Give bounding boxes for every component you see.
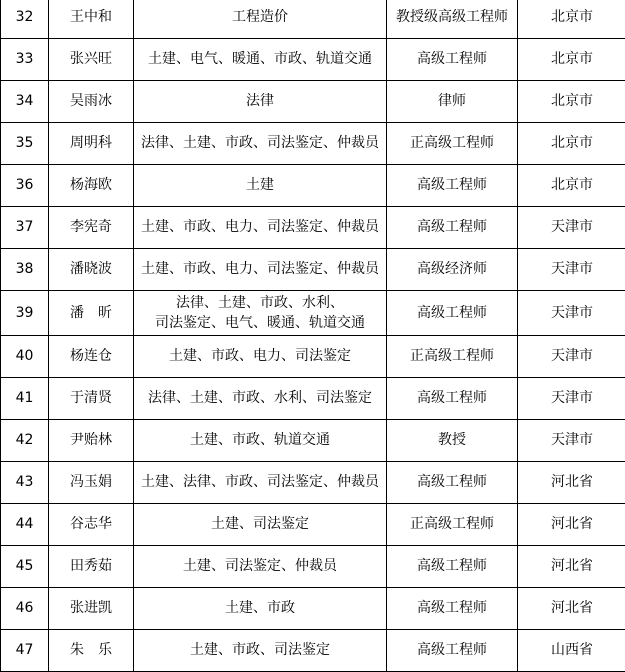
title-cell: 高级工程师 [387,378,518,420]
expert-name: 张兴旺 [49,39,134,81]
location-cell: 天津市 [518,378,625,420]
location-cell: 天津市 [518,249,625,291]
table-row [1,462,625,504]
expert-name: 李宪奇 [49,207,134,249]
title-cell: 高级工程师 [387,462,518,504]
row-number: 38 [1,249,49,291]
specialty-cell: 工程造价 [134,0,387,39]
table-row [1,207,625,249]
table-row [1,630,625,672]
location-cell: 北京市 [518,81,625,123]
title-cell: 正高级工程师 [387,504,518,546]
specialty-cell [134,291,387,336]
title-cell: 正高级工程师 [387,336,518,378]
table-row [1,123,625,165]
specialty-cell: 土建、法律、市政、司法鉴定、仲裁员 [134,462,387,504]
expert-name: 谷志华 [49,504,134,546]
table-row [1,546,625,588]
specialty-cell: 土建、市政、司法鉴定 [134,630,387,672]
specialty-cell: 法律、土建、市政、水利、司法鉴定 [134,378,387,420]
specialty-cell: 土建、市政、电力、司法鉴定 [134,336,387,378]
location-cell: 北京市 [518,0,625,39]
location-cell: 河北省 [518,504,625,546]
specialty-cell: 土建 [134,165,387,207]
row-number: 43 [1,462,49,504]
table-row [1,81,625,123]
row-number: 35 [1,123,49,165]
table-row [1,165,625,207]
expert-name: 王中和 [49,0,134,39]
expert-name: 潘 昕 [49,291,134,336]
expert-name: 田秀茹 [49,546,134,588]
expert-name: 周明科 [49,123,134,165]
row-number: 40 [1,336,49,378]
table-row [1,588,625,630]
location-cell: 北京市 [518,39,625,81]
table-body [1,0,625,672]
location-cell: 天津市 [518,291,625,336]
location-cell: 北京市 [518,165,625,207]
location-cell: 北京市 [518,123,625,165]
table-row [1,39,625,81]
specialty-line: 法律、土建、市政、水利、 [176,295,344,311]
expert-name: 张进凯 [49,588,134,630]
row-number: 33 [1,39,49,81]
table-row [1,336,625,378]
specialty-cell: 法律、土建、市政、司法鉴定、仲裁员 [134,123,387,165]
expert-name: 杨连仓 [49,336,134,378]
specialty-cell: 土建、市政 [134,588,387,630]
expert-name: 朱 乐 [49,630,134,672]
expert-name: 吴雨冰 [49,81,134,123]
location-cell: 山西省 [518,630,625,672]
row-number: 34 [1,81,49,123]
title-cell: 教授级高级工程师 [387,0,518,39]
location-cell: 天津市 [518,336,625,378]
row-number: 39 [1,291,49,336]
row-number: 36 [1,165,49,207]
row-number: 37 [1,207,49,249]
expert-name: 冯玉娟 [49,462,134,504]
row-number: 42 [1,420,49,462]
expert-name: 杨海欧 [49,165,134,207]
expert-name: 潘晓波 [49,249,134,291]
table-row [1,378,625,420]
specialty-cell: 土建、市政、电力、司法鉴定、仲裁员 [134,249,387,291]
location-cell: 河北省 [518,588,625,630]
row-number: 47 [1,630,49,672]
location-cell: 天津市 [518,207,625,249]
table-row [1,291,625,336]
table-row [1,420,625,462]
specialty-cell: 土建、司法鉴定、仲裁员 [134,546,387,588]
title-cell: 高级工程师 [387,207,518,249]
title-cell: 高级工程师 [387,291,518,336]
specialty-cell: 土建、司法鉴定 [134,504,387,546]
title-cell: 高级经济师 [387,249,518,291]
row-number: 45 [1,546,49,588]
specialty-cell: 土建、市政、轨道交通 [134,420,387,462]
title-cell: 教授 [387,420,518,462]
row-number: 41 [1,378,49,420]
title-cell: 正高级工程师 [387,123,518,165]
location-cell: 河北省 [518,462,625,504]
title-cell: 高级工程师 [387,39,518,81]
table-row [1,504,625,546]
table-row [1,0,625,39]
table-row [1,249,625,291]
specialty-cell: 法律 [134,81,387,123]
specialty-cell: 土建、市政、电力、司法鉴定、仲裁员 [134,207,387,249]
specialty-line: 司法鉴定、电气、暖通、轨道交通 [155,315,365,331]
title-cell: 律师 [387,81,518,123]
title-cell: 高级工程师 [387,165,518,207]
expert-name: 尹贻林 [49,420,134,462]
location-cell: 河北省 [518,546,625,588]
row-number: 44 [1,504,49,546]
title-cell: 高级工程师 [387,630,518,672]
specialty-cell: 土建、电气、暖通、市政、轨道交通 [134,39,387,81]
expert-name: 于清贤 [49,378,134,420]
row-number: 32 [1,0,49,39]
row-number: 46 [1,588,49,630]
title-cell: 高级工程师 [387,588,518,630]
title-cell: 高级工程师 [387,546,518,588]
location-cell: 天津市 [518,420,625,462]
